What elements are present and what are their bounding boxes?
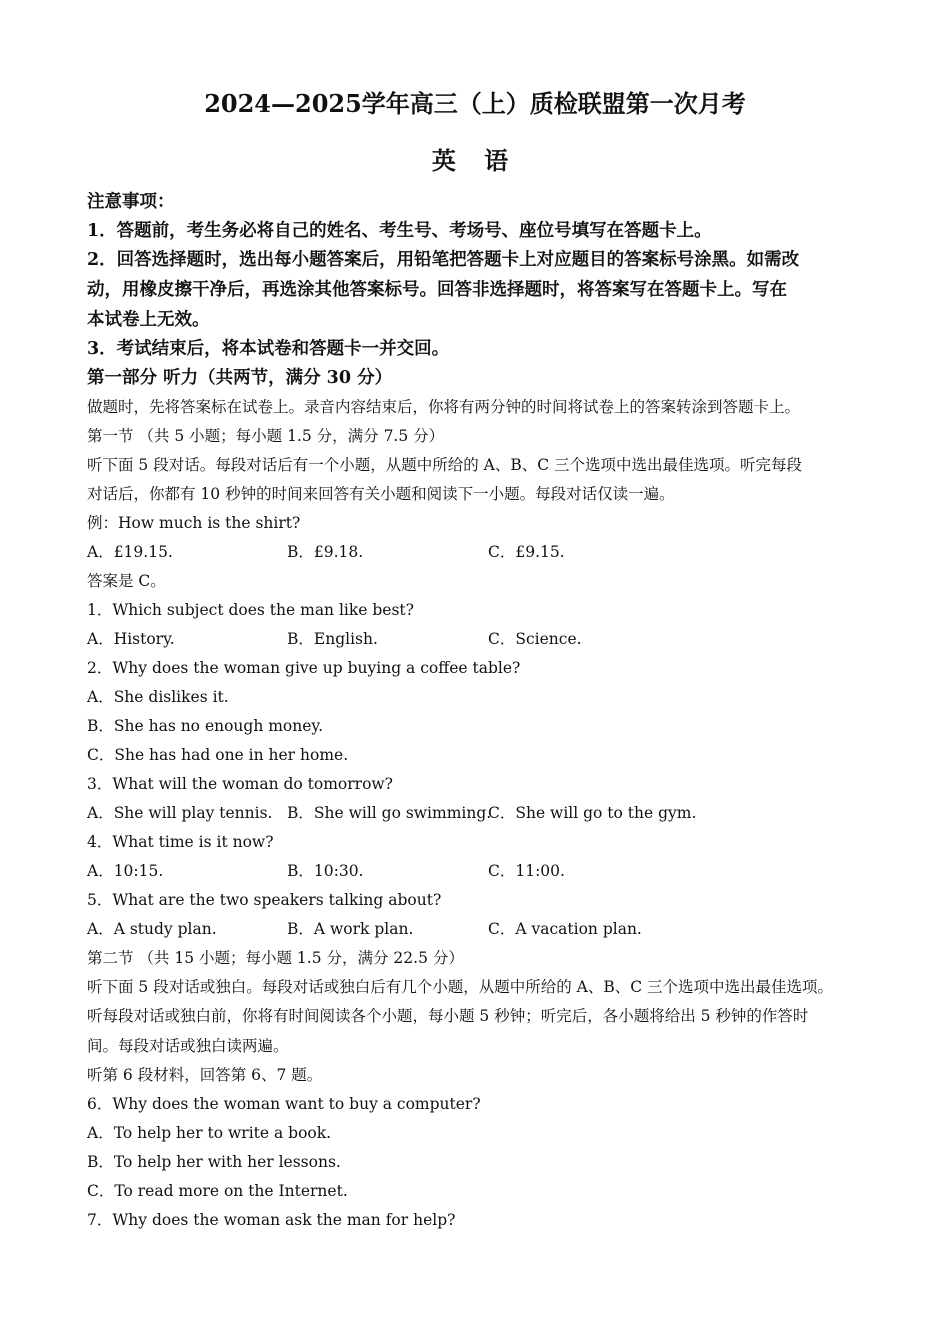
section1-instruction-line-1: 听下面 5 段对话。每段对话后有一个小题，从题中所给的 A、B、C 三个选项中选出最佳选项。听完每段: [87, 456, 803, 474]
question-2: 2．Why does the woman give up buying a coffee table?: [87, 659, 521, 677]
part1-instruction: 做题时，先将答案标在试卷上。录音内容结束后，你将有两分钟的时间将试卷上的答案转涂到答题卡上。: [87, 398, 801, 416]
exam-title: 2024—2025学年高三（上）质检联盟第一次月考: [204, 89, 746, 118]
note-item-2-line-1: 2．回答选择题时，选出每小题答案后，用铅笔把答题卡上对应题目的答案标号涂黑。如需改: [87, 250, 800, 270]
section1-heading: 第一节 （共 5 小题；每小题 1.5 分，满分 7.5 分）: [87, 427, 445, 445]
example-option-c: C．£9.15.: [488, 543, 565, 561]
note-item-3: 3．考试结束后，将本试卷和答题卡一并交回。: [87, 339, 450, 359]
question-5-option-c: C．A vacation plan.: [488, 920, 642, 938]
question-6: 6．Why does the woman want to buy a computer?: [87, 1095, 481, 1113]
question-6-option-a: A．To help her to write a book.: [87, 1124, 332, 1142]
material-6-heading: 听第 6 段材料，回答第 6、7 题。: [87, 1066, 323, 1084]
question-7: 7．Why does the woman ask the man for help?: [87, 1211, 456, 1229]
subject-title: 英 语: [431, 146, 519, 175]
question-2-option-c: C．She has had one in her home.: [87, 746, 349, 764]
section2-heading: 第二节 （共 15 小题；每小题 1.5 分，满分 22.5 分）: [87, 949, 464, 967]
question-3: 3．What will the woman do tomorrow?: [87, 775, 393, 793]
section2-instruction-line-1: 听下面 5 段对话或独白。每段对话或独白后有几个小题，从题中所给的 A、B、C 三个选项中选出最佳选项。: [87, 978, 834, 996]
question-4-option-c: C．11:00.: [488, 862, 565, 880]
part1-heading: 第一部分 听力（共两节，满分 30 分）: [87, 368, 393, 388]
section2-instruction-line-2: 听每段对话或独白前，你将有时间阅读各个小题，每小题 5 秒钟；听完后，各小题将给出 5 秒钟的作答时: [87, 1007, 809, 1025]
question-4-option-b: B．10:30.: [287, 862, 364, 880]
question-3-option-a: A．She will play tennis.: [87, 804, 273, 822]
question-1-option-a: A．History.: [87, 630, 175, 648]
example-question: 例：How much is the shirt?: [87, 514, 301, 532]
example-option-b: B．£9.18.: [287, 543, 364, 561]
note-item-2-line-3: 本试卷上无效。: [87, 310, 210, 330]
question-2-option-a: A．She dislikes it.: [87, 688, 229, 706]
question-4: 4．What time is it now?: [87, 833, 274, 851]
question-2-option-b: B．She has no enough money.: [87, 717, 324, 735]
section2-instruction-line-3: 间。每段对话或独白读两遍。: [87, 1037, 289, 1055]
question-5: 5．What are the two speakers talking about?: [87, 891, 442, 909]
example-answer: 答案是 C。: [87, 572, 166, 590]
section1-instruction-line-2: 对话后，你都有 10 秒钟的时间来回答有关小题和阅读下一小题。每段对话仅读一遍。: [87, 485, 675, 503]
question-6-option-b: B．To help her with her lessons.: [87, 1153, 341, 1171]
question-5-option-a: A．A study plan.: [87, 920, 217, 938]
example-option-a: A．£19.15.: [87, 543, 173, 561]
note-item-2-line-2: 动，用橡皮擦干净后，再选涂其他答案标号。回答非选择题时，将答案写在答题卡上。写在: [87, 280, 787, 300]
question-1-option-c: C．Science.: [488, 630, 582, 648]
question-6-option-c: C．To read more on the Internet.: [87, 1182, 348, 1200]
question-3-option-b: B．She will go swimming.: [287, 804, 492, 822]
question-5-option-b: B．A work plan.: [287, 920, 414, 938]
note-item-1: 1．答题前，考生务必将自己的姓名、考生号、考场号、座位号填写在答题卡上。: [87, 221, 712, 241]
question-3-option-c: C．She will go to the gym.: [488, 804, 697, 822]
notes-heading: 注意事项：: [87, 192, 175, 212]
question-1-option-b: B．English.: [287, 630, 378, 648]
question-4-option-a: A．10:15.: [87, 862, 164, 880]
question-1: 1．Which subject does the man like best?: [87, 601, 414, 619]
